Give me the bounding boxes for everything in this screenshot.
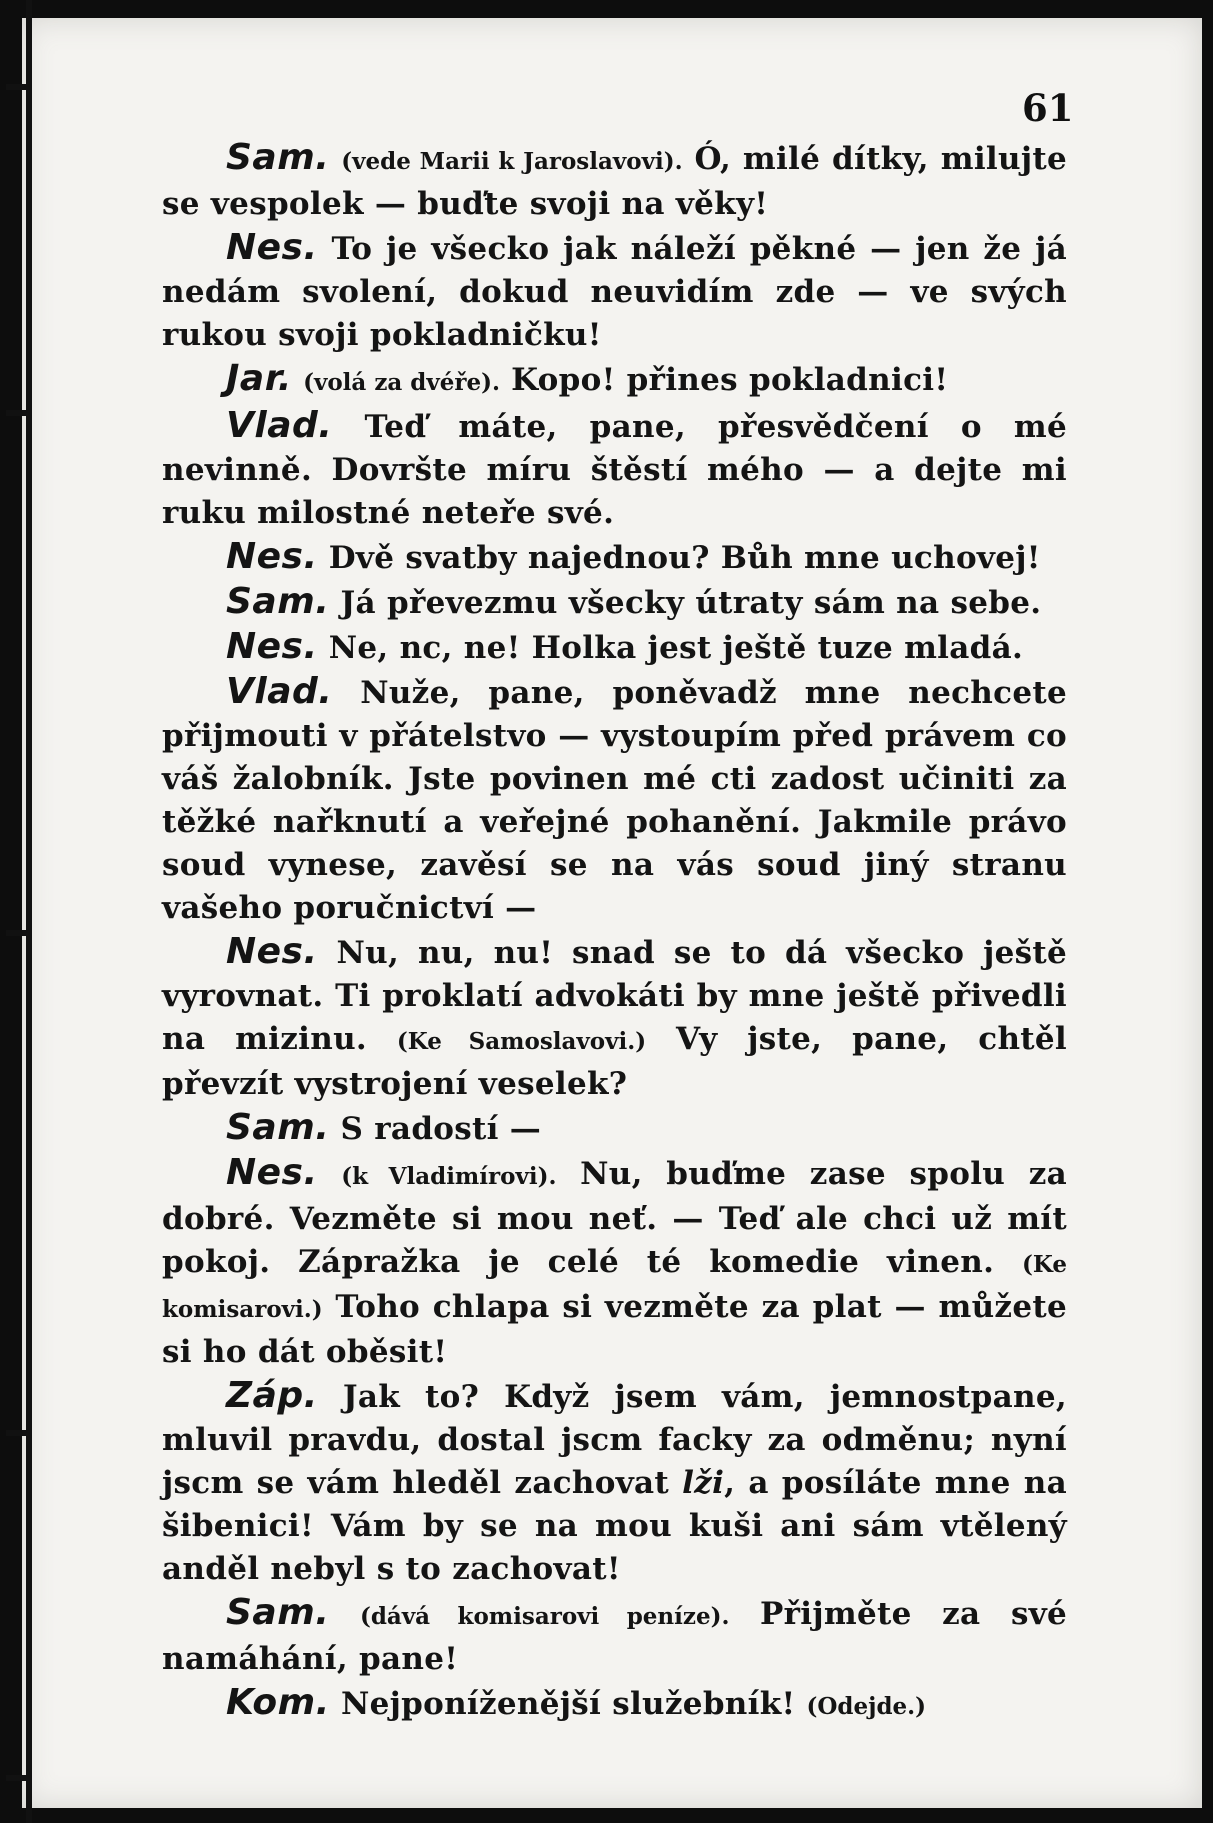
- paragraph: [162, 670, 1067, 930]
- stage-direction: (Ke Samoslavovi.): [396, 1028, 647, 1055]
- dialogue-text: , a posíláte mne na šibenici! Vám by se na mou kuši ani sám vtělený anděl nebyl s to zachovat!: [162, 1465, 1067, 1587]
- stage-direction: (dává komisarovi peníze).: [359, 1603, 730, 1630]
- dialogue-text: Nuže, pane, poněvadž mne nechcete přijmouti v přátelstvo — vystoupím před právem co váš žalobník. Jste povinen mé cti zadost učiniti za těžké nařknutí a veřejné pohanění. Jakmile právo soud vynese, zavěsí se na vás soud jiný stranu vašeho poručnictví —: [162, 675, 1067, 926]
- dialogue-text: Jak to? Když jsem vám, jemnostpane, mluvil pravdu, dostal jscm facky za odměnu; nyní jscm se vám hleděl zachovat: [162, 1379, 1067, 1501]
- speaker-name: Záp.: [226, 1375, 318, 1416]
- book-page: [22, 18, 1202, 1808]
- speaker-name: Kom.: [226, 1682, 330, 1723]
- dialogue-text: Přijměte za své namáhání, pane!: [162, 1596, 1068, 1677]
- paragraph: [162, 1106, 1067, 1151]
- stage-direction: (volá za dvéře).: [303, 369, 501, 396]
- dialogue-text: Kopo! přines pokladnici!: [511, 362, 949, 398]
- text-block: [162, 136, 1067, 1728]
- speaker-name: Sam.: [226, 137, 330, 178]
- paragraph: [162, 580, 1067, 625]
- binding-line: [26, 0, 32, 1823]
- binding-tick: [6, 1430, 30, 1436]
- stage-direction: (k Vladimírovi).: [341, 1163, 557, 1190]
- dialogue-text: Vy jste, pane, chtěl převzít vystrojení veselek?: [162, 1021, 1068, 1102]
- speaker-name: Nes.: [226, 227, 318, 268]
- paragraph: [162, 930, 1067, 1106]
- dialogue-text: Dvě svatby najednou? Bůh mne uchovej!: [328, 540, 1041, 576]
- paragraph: [162, 1151, 1067, 1374]
- dialogue-text: Ó, milé dítky, milujte se vespolek — buďte svoji na věky!: [162, 141, 1068, 222]
- dialogue-text: Toho chlapa si vezměte za plat — můžete si ho dát oběsit!: [162, 1289, 1068, 1370]
- stage-direction: (vede Marii k Jaroslavovi).: [341, 148, 683, 175]
- dialogue-text: Nu, buďme zase spolu za dobré. Vezměte si mou neť. — Teď ale chci už mít pokoj. Zápražka je celé té komedie vinen.: [162, 1156, 1068, 1280]
- paragraph: [162, 357, 1067, 404]
- speaker-name: Sam.: [226, 581, 330, 622]
- dialogue-text: S radostí —: [340, 1111, 542, 1147]
- speaker-name: Vlad.: [226, 405, 333, 446]
- speaker-name: Vlad.: [226, 671, 333, 712]
- paragraph: [162, 535, 1067, 580]
- paragraph: [162, 226, 1067, 357]
- binding-tick: [6, 1775, 30, 1781]
- speaker-name: Sam.: [226, 1592, 330, 1633]
- dialogue-text: Teď máte, pane, přesvědčení o mé nevinně. Dovršte míru štěstí mého — a dejte mi ruku milostné neteře své.: [162, 409, 1067, 531]
- stage-direction: (Odejde.): [806, 1693, 927, 1720]
- binding-tick: [6, 84, 30, 90]
- dialogue-text: To je všecko jak náleží pěkné — jen že já nedám svolení, dokud neuvidím zde — ve svých rukou svoji pokladničku!: [162, 231, 1067, 353]
- speaker-name: Sam.: [226, 1107, 330, 1148]
- speaker-name: Nes.: [226, 626, 318, 667]
- speaker-name: Nes.: [226, 536, 318, 577]
- dialogue-text: Nejponíženější služebník!: [340, 1686, 796, 1722]
- paragraph: [162, 404, 1067, 535]
- speaker-name: Nes.: [226, 1152, 318, 1193]
- binding-tick: [6, 930, 30, 936]
- speaker-name: Jar.: [226, 358, 292, 399]
- stage-direction: (Ke komisarovi.): [162, 1251, 1067, 1323]
- paragraph: [162, 1374, 1067, 1591]
- paragraph: [162, 1681, 1067, 1728]
- binding-tick: [6, 410, 30, 416]
- paragraph: [162, 1591, 1067, 1681]
- speaker-name: Nes.: [226, 931, 318, 972]
- dialogue-text: Nu, nu, nu! snad se to dá všecko ještě vyrovnat. Ti proklatí advokáti by mne ještě přivedli na mizinu.: [162, 935, 1068, 1057]
- paragraph: [162, 625, 1067, 670]
- paragraph: [162, 136, 1067, 226]
- dialogue-text: Ne, nc, ne! Holka jest ještě tuze mladá.: [328, 630, 1024, 666]
- page-number: 61: [1022, 86, 1074, 130]
- emphasized-word: lži: [682, 1465, 725, 1501]
- dialogue-text: Já převezmu všecky útraty sám na sebe.: [340, 585, 1042, 621]
